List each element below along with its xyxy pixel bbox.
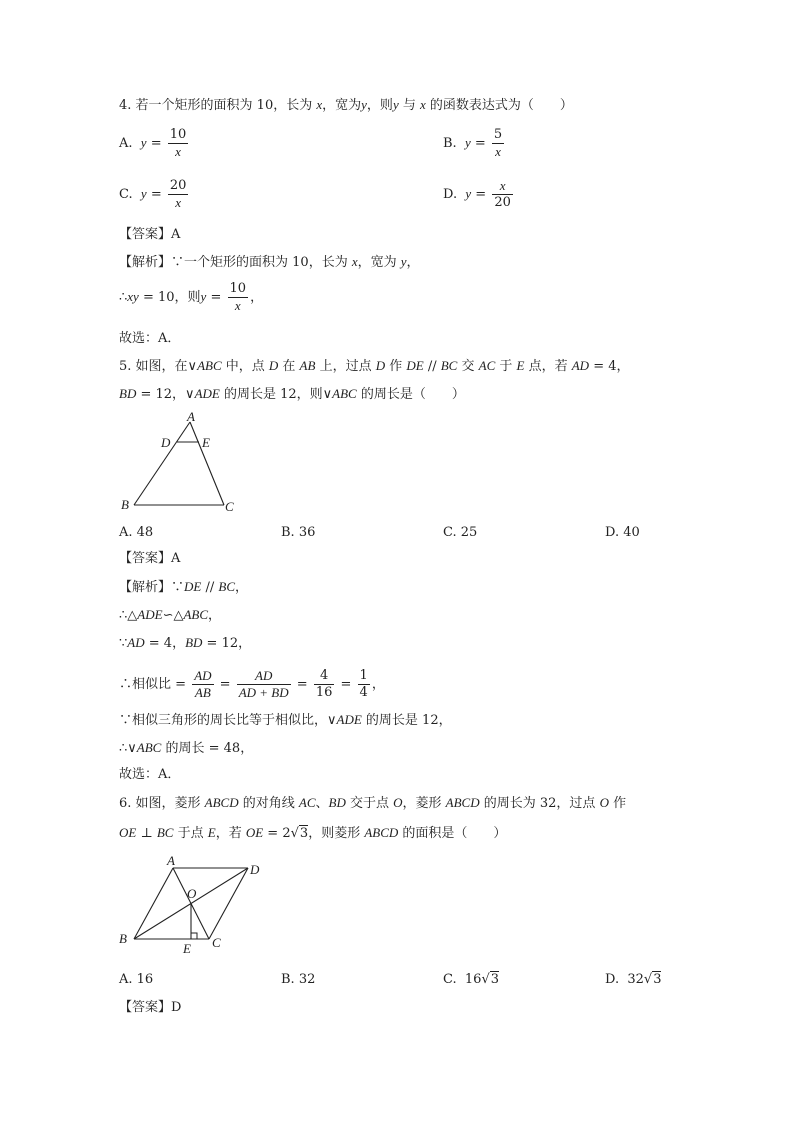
analysis-text: 的周长是 12， [361,713,452,728]
option-label: D. [605,972,620,987]
fraction [492,178,513,211]
var-y: y [392,97,399,112]
var-x: x [316,97,323,112]
option-label: A. [119,136,133,151]
q6-stem-text: ，若 [215,826,246,841]
var-de: DE [406,358,424,373]
var-y: y [361,97,367,112]
var-y: y [140,135,147,150]
q5-option-a[interactable]: A. 48 [119,525,154,540]
punct: ， [208,608,222,623]
q4-option-d[interactable] [443,178,515,211]
q5-analysis-perimeter [119,739,253,758]
var-x: x [419,97,426,112]
because-sign: ∵ [119,636,128,651]
var-abc: ABC [136,740,162,755]
var-abc: ABC [183,607,209,622]
similar-sign: ∽ [162,608,174,623]
eq-sign: = [336,677,356,692]
var-ac: AC [478,358,496,373]
q4-stem-text: 4. 若一个矩形的面积为 10，长为 [119,98,317,113]
point-label-d: D [250,862,260,877]
frac-den: 4 [359,685,368,700]
answer-tag: 【答案】 [119,1000,172,1015]
var-ad: AD [127,635,145,650]
var-ad: AD [571,358,590,373]
frac-den: 20 [494,195,511,210]
analysis-tag: 【解析】 [119,255,172,270]
answer-value: A [171,551,181,566]
q6-option-d[interactable] [605,971,661,989]
q6-stem-text: 的面积是（ ） [398,826,507,841]
var-bd: BD [119,386,137,401]
var-abc: ABC [332,386,357,401]
point-label-e: E [183,941,191,956]
fraction [168,127,189,160]
var-y: y [400,254,407,269]
var-abc: ABC [197,358,222,373]
option-label: B. [443,136,457,151]
punct: ， [172,636,186,651]
parallel-sign: // [201,580,219,595]
q5-stem-text: 于 [495,359,517,374]
point-label-o: O [187,886,197,901]
var-d: D [375,358,386,373]
q5-stem-text: 在 [278,359,300,374]
fraction [358,668,370,701]
q5-option-b[interactable]: B. 36 [281,525,316,540]
punct: ， [250,290,264,305]
punct: ， [238,636,252,651]
frac-den: AD + BD [238,685,289,700]
perp-sign: ⊥ [136,826,157,841]
q6-stem-text: 交于点 [345,796,394,811]
analysis-text: ，宽为 [357,255,401,270]
punct: 、 [315,796,329,811]
option-label: C. [119,187,133,202]
q5-stem-text: 上，过点 [315,359,376,374]
var-de: DE [184,579,202,594]
var-ab: AB [299,358,316,373]
q5-analysis-line3 [119,634,251,653]
q6-stem-line1 [119,794,626,813]
var-y: y [200,289,207,304]
q5-analysis-reason [119,711,452,730]
answer-tag: 【答案】 [119,227,172,242]
q4-stem-text: ，宽为 [322,98,362,113]
eq-sign: = [475,187,487,202]
q5-stem-text: 交 [457,359,479,374]
q6-option-b[interactable]: B. 32 [281,972,316,987]
var-bc: BC [156,825,174,840]
q4-option-c[interactable] [119,178,190,211]
var-ade: ADE [194,386,220,401]
side-dc [209,868,248,939]
parallel-sign: // [423,359,441,374]
var-bc: BC [218,579,236,594]
point-label-e: E [202,435,210,450]
q5-answer [119,550,180,568]
eq-text: = 12 [136,387,173,402]
frac-num: 20 [169,178,187,193]
q5-stem-text: 中，点 [221,359,269,374]
frac-num: x [499,178,506,193]
fraction [237,668,291,701]
q4-option-a[interactable] [119,127,190,160]
frac-den: x [228,297,249,314]
q4-stem-text: ，则 [366,98,393,113]
frac-den: x [492,143,504,160]
point-label-a: A [167,853,175,868]
sqrt-radicand: 3 [490,972,500,987]
var-y: y [464,135,471,150]
punct: ， [616,359,630,374]
var-e: E [207,825,216,840]
point-label-c: C [225,499,234,514]
therefore-sign: ∴ [119,608,128,623]
q5-choose: 故选：A． [119,767,181,782]
var-bd: BD [185,635,203,650]
eq-text: = 4 [589,359,617,374]
q4-analysis [119,253,420,272]
fraction [168,178,189,211]
q4-analysis-eq [119,281,263,314]
analysis-text: ∵相似三角形的周长比等于相似比，∨ [119,713,337,728]
q6-rhombus-figure [115,850,270,958]
fraction [492,127,504,160]
eq-sign: = [292,677,312,692]
eq-text: = 10 [138,290,175,305]
var-oe: OE [245,825,264,840]
sqrt-sign: √ [643,972,653,987]
eq-sign: = [150,187,162,202]
q5-stem-text: ，∨ [172,387,195,402]
q4-option-b[interactable] [443,127,506,160]
right-angle-mark [191,933,197,939]
eq-text: = 2 [263,826,291,841]
q5-stem-line2 [119,385,465,404]
q5-stem-text: 的周长是（ ） [356,387,465,402]
var-ac: AC [298,795,316,810]
point-label-a: A [187,410,195,424]
var-o: O [393,795,403,810]
q4-choose: 故选：A． [119,331,181,346]
q4-stem [119,96,573,115]
q5-stem-text: 点，若 [524,359,572,374]
var-x: x [351,254,358,269]
sqrt-sign: √ [290,826,299,841]
answer-tag: 【答案】 [119,551,172,566]
var-y: y [465,186,472,201]
q5-analysis-line2 [119,606,221,625]
q5-analysis-line1 [119,578,248,597]
point-label-d: D [161,435,171,450]
q6-stem-text: 的对角线 [238,796,299,811]
point-label-b: B [121,497,129,512]
frac-num: 10 [169,127,187,142]
q5-option-d[interactable]: D. 40 [605,525,640,540]
frac-num: AD [255,668,273,683]
fraction [192,668,213,701]
q4-answer [119,226,180,244]
analysis-text: 的周长 = 48， [161,741,254,756]
var-bd: BD [328,795,346,810]
ratio-label: 相似比 = [132,677,191,692]
var-e: E [516,358,525,373]
q6-stem-text: 于点 [173,826,208,841]
var-d: D [268,358,279,373]
eq-sign: = [215,677,235,692]
sqrt-sign: √ [481,972,490,987]
q5-stem-text: 5. 如图，在∨ [119,359,198,374]
triangle-sign: △ [127,608,138,623]
var-ade: ADE [336,712,362,727]
q5-analysis-ratio [119,668,385,701]
var-ade: ADE [137,607,163,622]
q5-stem-line1 [119,357,630,376]
sqrt-radicand: 3 [299,826,309,841]
point-label-c: C [212,935,221,950]
frac-den: x [168,143,189,160]
frac-num: 1 [359,668,368,683]
q6-stem-line2 [119,824,506,843]
frac-num: 10 [229,281,247,296]
frac-den: AB [192,684,213,701]
therefore-sign: ∴ [119,677,133,692]
var-abcd: ABCD [364,825,399,840]
q6-stem-text: 作 [608,796,627,811]
frac-den: x [168,194,189,211]
q6-stem-text: 6. 如图，菱形 [119,796,205,811]
option-coef: 16 [464,972,482,987]
q5-stem-text: 的周长是 12，则∨ [219,387,333,402]
frac-num: AD [194,668,212,683]
var-xy: xy [127,289,139,304]
eq-text: = 12 [202,636,239,651]
because-sign: ∵ [171,580,185,595]
punct: ， [406,255,420,270]
q6-stem-text: ，菱形 [402,796,446,811]
q5-triangle-figure [115,410,245,518]
option-coef: 32 [627,972,644,987]
option-label: C. [443,972,457,987]
triangle-sign: △ [173,608,184,623]
var-o: O [599,795,609,810]
eq-text: = 4 [144,636,173,651]
q4-stem-text: 与 [398,98,420,113]
punct: ， [371,677,385,692]
var-y: y [140,186,147,201]
eq-sign: = [474,136,486,151]
eq-sign: = [150,136,162,151]
var-bc: BC [440,358,458,373]
fraction [228,281,249,314]
var-abcd: ABCD [445,795,480,810]
answer-value: A [171,227,181,242]
frac-den: 16 [315,685,333,700]
analysis-text: ∵一个矩形的面积为 10，长为 [171,255,352,270]
q6-stem-text: ，则菱形 [308,826,365,841]
therefore-sign: ∴ [119,290,128,305]
q6-option-a[interactable]: A. 16 [119,972,154,987]
q4-stem-text: 的函数表达式为（ ） [425,98,573,113]
q6-stem-text: 的周长为 32，过点 [479,796,600,811]
q5-stem-text: 作 [385,359,407,374]
answer-value: D [171,1000,182,1015]
var-oe: OE [119,825,137,840]
var-abcd: ABCD [204,795,239,810]
q6-answer [119,999,181,1017]
side-ab [134,868,173,939]
q5-option-c[interactable]: C. 25 [443,525,478,540]
frac-num: 5 [493,127,503,142]
sqrt-radicand: 3 [653,972,662,987]
analysis-text: ∴∨ [119,741,137,756]
frac-num: 4 [319,668,329,683]
analysis-text: ，则 [174,290,201,305]
point-label-b: B [119,931,127,946]
fraction [314,668,335,701]
option-label: D. [443,187,458,202]
punct: ， [235,580,249,595]
q6-option-c[interactable] [443,971,499,989]
analysis-tag: 【解析】 [119,580,172,595]
eq-sign: = [210,290,222,305]
